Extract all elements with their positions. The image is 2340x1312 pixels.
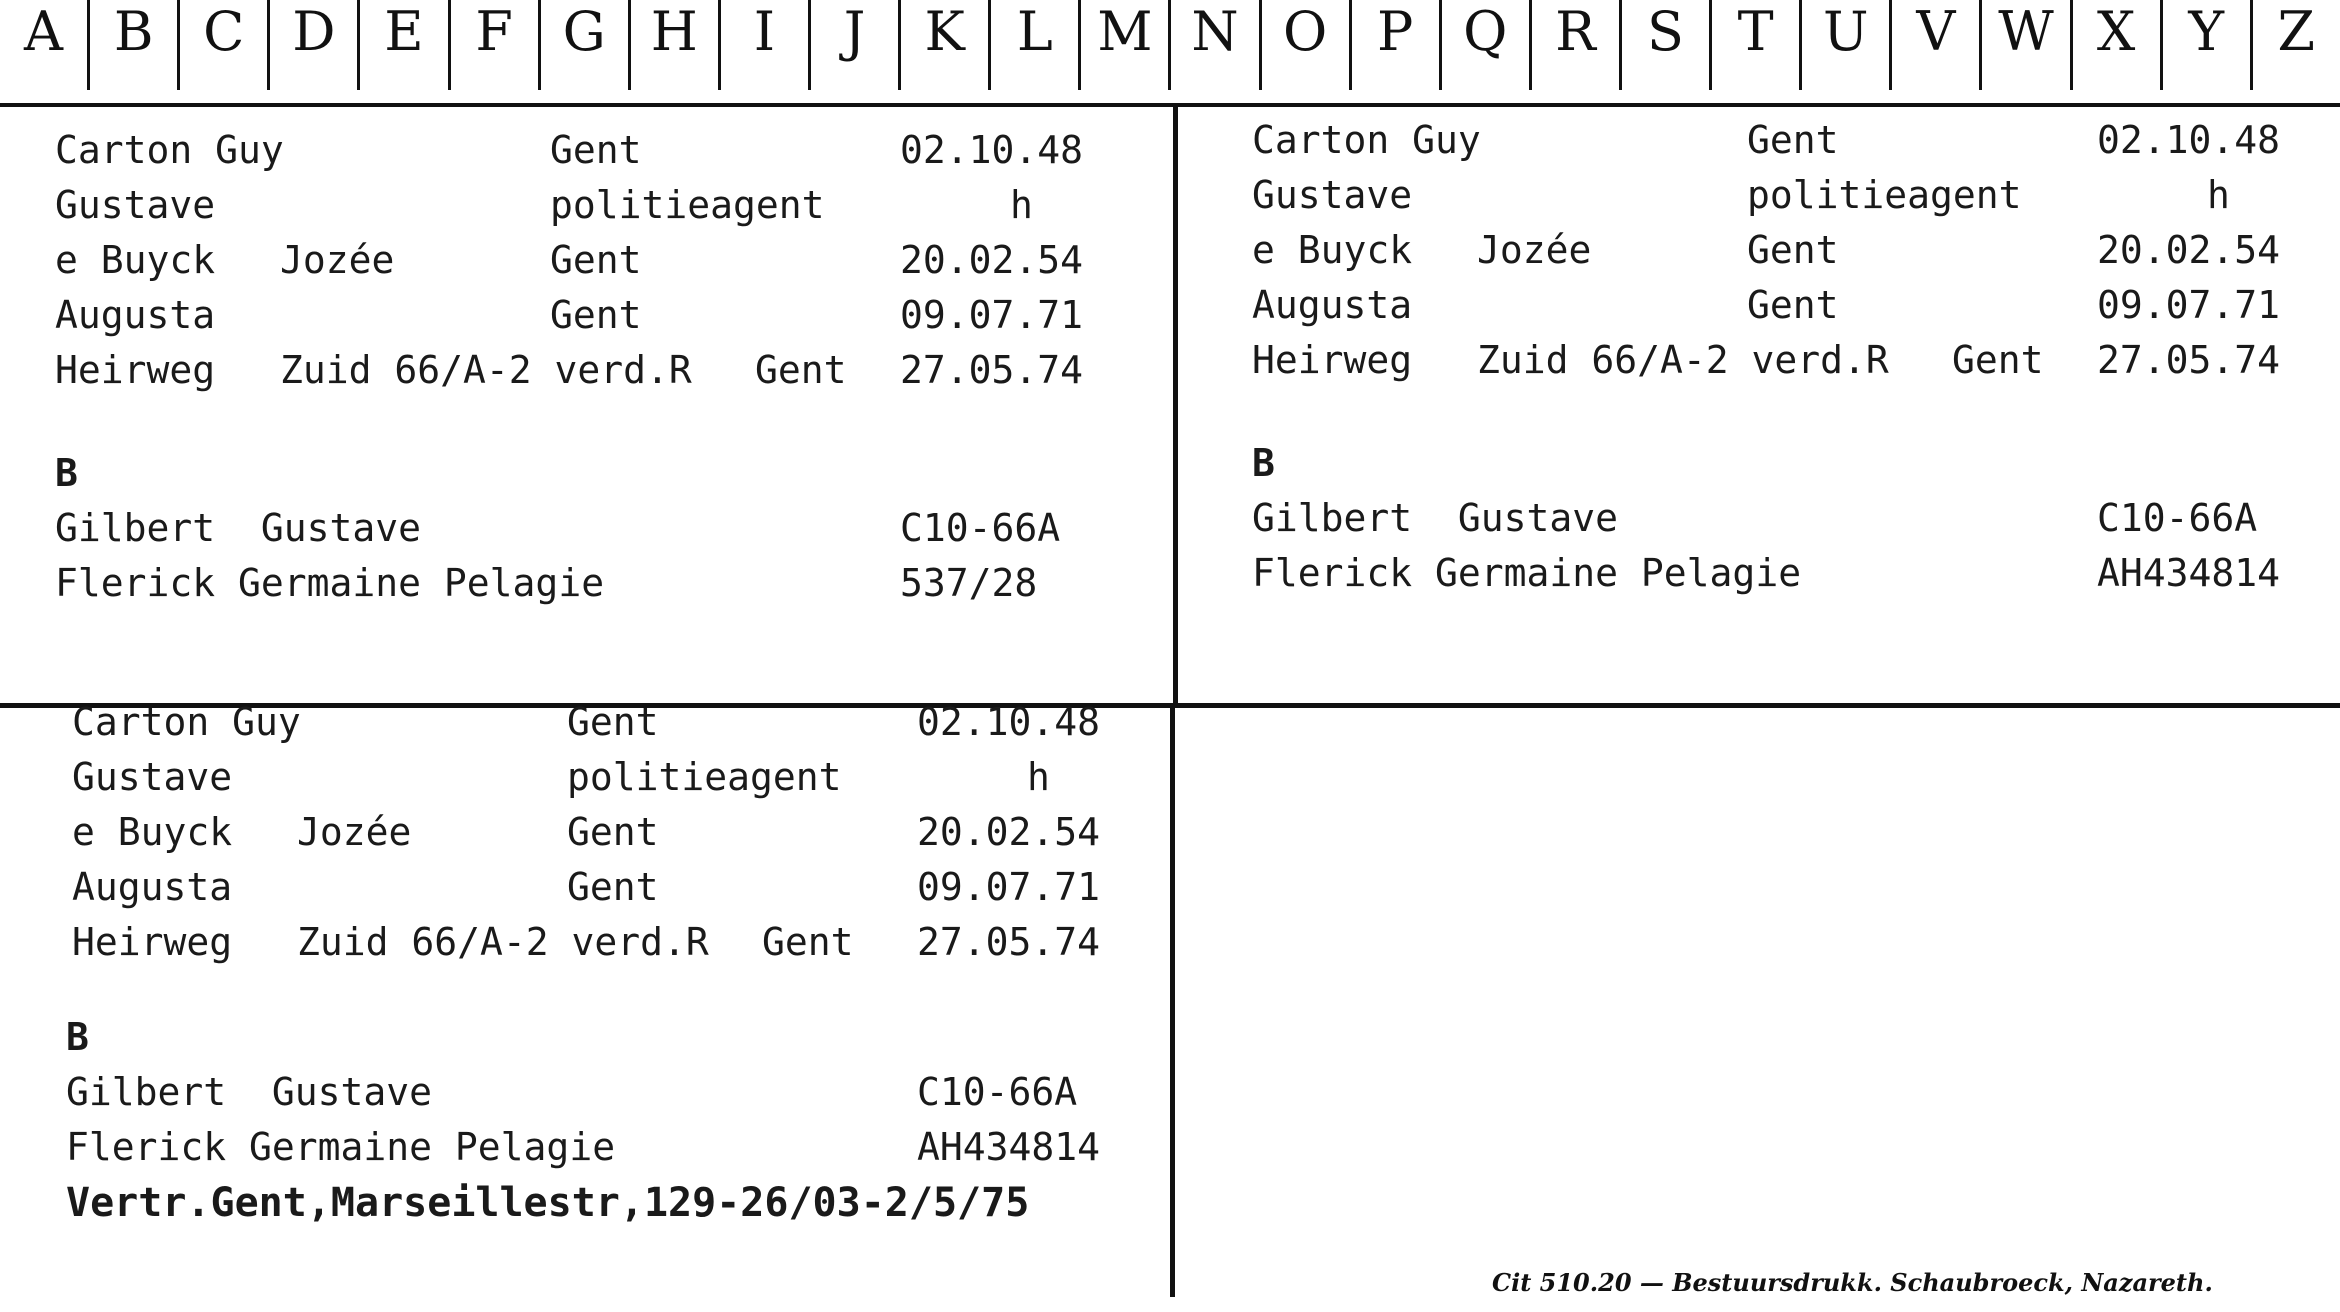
alpha-tab-v: V — [1892, 0, 1982, 90]
marriage-place: Gent — [1747, 283, 1839, 327]
spouse-surname: e Buyck — [55, 238, 216, 282]
id-number: AH434814 — [917, 1125, 1101, 1169]
alpha-tab-y: Y — [2163, 0, 2253, 90]
printer-footer: Cit 510.20 — Bestuursdrukk. Schaubroeck, Nazareth. — [1492, 1268, 2213, 1297]
alpha-tab-z: Z — [2277, 0, 2316, 63]
parents-mother: Flerick Germaine Pelagie — [55, 561, 605, 605]
card-row — [1252, 118, 2281, 173]
card-row — [72, 865, 1101, 920]
alpha-tab-k: K — [901, 0, 991, 90]
card-row — [1252, 496, 2258, 551]
surname: Carton Guy — [55, 128, 284, 172]
section-label: B — [55, 451, 78, 495]
surname: Carton Guy — [72, 700, 301, 744]
spouse-surname: e Buyck — [1252, 228, 1413, 272]
card-row — [72, 700, 1101, 755]
record-card-3 — [66, 700, 1101, 1235]
alpha-tab-m: M — [1081, 0, 1171, 90]
alpha-tab-h: H — [631, 0, 721, 90]
parents-father: Gilbert Gustave — [55, 506, 422, 550]
alpha-tab-l: L — [991, 0, 1081, 90]
reference-code: C10-66A — [917, 1070, 1078, 1114]
alpha-tab-p: P — [1352, 0, 1442, 90]
address-date: 27.05.74 — [900, 348, 1084, 392]
card-row — [55, 183, 1033, 238]
spouse-birthdate: 20.02.54 — [2097, 228, 2281, 272]
record-card-2 — [1252, 118, 2281, 606]
spouse-surname: e Buyck — [72, 810, 233, 854]
street: Heirweg — [72, 920, 233, 964]
alpha-tab-i: I — [721, 0, 811, 90]
marital-status: h — [2207, 173, 2230, 217]
alpha-tab-t: T — [1712, 0, 1802, 90]
card-row — [66, 1180, 1030, 1235]
id-number: AH434814 — [2097, 551, 2281, 595]
given-name: Gustave — [1252, 173, 1413, 217]
alpha-tab-a: A — [0, 0, 90, 90]
spouse-name: Jozée — [280, 238, 395, 282]
alpha-tab-q: Q — [1442, 0, 1532, 90]
address-city: Gent — [762, 920, 854, 964]
card-row — [1252, 228, 2281, 283]
alpha-tab-w: W — [1982, 0, 2072, 90]
parents-mother: Flerick Germaine Pelagie — [66, 1125, 616, 1169]
address: Zuid 66/A-2 verd.R — [280, 348, 692, 392]
marriage-date: 09.07.71 — [900, 293, 1084, 337]
marital-status: h — [1010, 183, 1033, 227]
spouse-birthplace: Gent — [567, 810, 659, 854]
header-divider — [0, 103, 2340, 107]
birthdate: 02.10.48 — [2097, 118, 2281, 162]
street: Heirweg — [55, 348, 216, 392]
vertical-divider-bottom — [1170, 705, 1175, 1297]
alpha-tab-x: X — [2073, 0, 2163, 90]
alpha-tab-b: B — [90, 0, 180, 90]
alpha-tab-e: E — [360, 0, 450, 90]
reference-code: C10-66A — [900, 506, 1061, 550]
reference-code: C10-66A — [2097, 496, 2258, 540]
alpha-tab-f: F — [451, 0, 541, 90]
address-city: Gent — [1952, 338, 2044, 382]
spouse-name: Jozée — [1477, 228, 1592, 272]
card-row — [55, 561, 1038, 616]
spouse-birthdate: 20.02.54 — [900, 238, 1084, 282]
birthplace: Gent — [550, 128, 642, 172]
card-row — [72, 755, 1050, 810]
card-row — [1252, 551, 2281, 606]
birthdate: 02.10.48 — [900, 128, 1084, 172]
relocation-note: Vertr.Gent,Marseillestr,129-26/03-2/5/75 — [66, 1180, 1030, 1226]
address: Zuid 66/A-2 verd.R — [297, 920, 709, 964]
spouse-given-name: Augusta — [1252, 283, 1413, 327]
card-row — [55, 128, 1084, 183]
occupation: politieagent — [1747, 173, 2022, 217]
card-row — [66, 1125, 1101, 1180]
card-row — [72, 810, 1101, 865]
section-label: B — [66, 1015, 89, 1059]
parents-father: Gilbert Gustave — [66, 1070, 433, 1114]
occupation: politieagent — [567, 755, 842, 799]
card-row — [55, 506, 1061, 561]
address-date: 27.05.74 — [2097, 338, 2281, 382]
given-name: Gustave — [72, 755, 233, 799]
occupation: politieagent — [550, 183, 825, 227]
alpha-tab-n: N — [1171, 0, 1261, 90]
alpha-tab-r: R — [1532, 0, 1622, 90]
alpha-tab-s: S — [1622, 0, 1712, 90]
card-row — [1252, 173, 2230, 228]
birthdate: 02.10.48 — [917, 700, 1101, 744]
section-label: B — [1252, 441, 1275, 485]
card-row — [55, 293, 1084, 348]
id-number: 537/28 — [900, 561, 1038, 605]
alpha-tab-u: U — [1802, 0, 1892, 90]
card-row — [1252, 338, 2281, 393]
alpha-tab-d: D — [270, 0, 360, 90]
record-card-1 — [55, 128, 1084, 616]
spouse-birthplace: Gent — [550, 238, 642, 282]
spouse-given-name: Augusta — [72, 865, 233, 909]
card-row — [55, 348, 1084, 403]
marital-status: h — [1027, 755, 1050, 799]
address: Zuid 66/A-2 verd.R — [1477, 338, 1889, 382]
card-row — [66, 1070, 1078, 1125]
spouse-name: Jozée — [297, 810, 412, 854]
marriage-place: Gent — [550, 293, 642, 337]
given-name: Gustave — [55, 183, 216, 227]
marriage-place: Gent — [567, 865, 659, 909]
marriage-date: 09.07.71 — [2097, 283, 2281, 327]
surname: Carton Guy — [1252, 118, 1481, 162]
alpha-tab-o: O — [1262, 0, 1352, 90]
vertical-divider-top — [1173, 103, 1178, 705]
alphabet-index — [0, 0, 2340, 90]
parents-mother: Flerick Germaine Pelagie — [1252, 551, 1802, 595]
street: Heirweg — [1252, 338, 1413, 382]
birthplace: Gent — [1747, 118, 1839, 162]
address-city: Gent — [755, 348, 847, 392]
spouse-birthdate: 20.02.54 — [917, 810, 1101, 854]
card-row — [1252, 283, 2281, 338]
card-row — [72, 920, 1101, 975]
spouse-birthplace: Gent — [1747, 228, 1839, 272]
marriage-date: 09.07.71 — [917, 865, 1101, 909]
alpha-tab-c: C — [180, 0, 270, 90]
parents-father: Gilbert Gustave — [1252, 496, 1619, 540]
alpha-tab-g: G — [541, 0, 631, 90]
address-date: 27.05.74 — [917, 920, 1101, 964]
spouse-given-name: Augusta — [55, 293, 216, 337]
birthplace: Gent — [567, 700, 659, 744]
card-row — [55, 238, 1084, 293]
alpha-tab-j: J — [811, 0, 901, 90]
